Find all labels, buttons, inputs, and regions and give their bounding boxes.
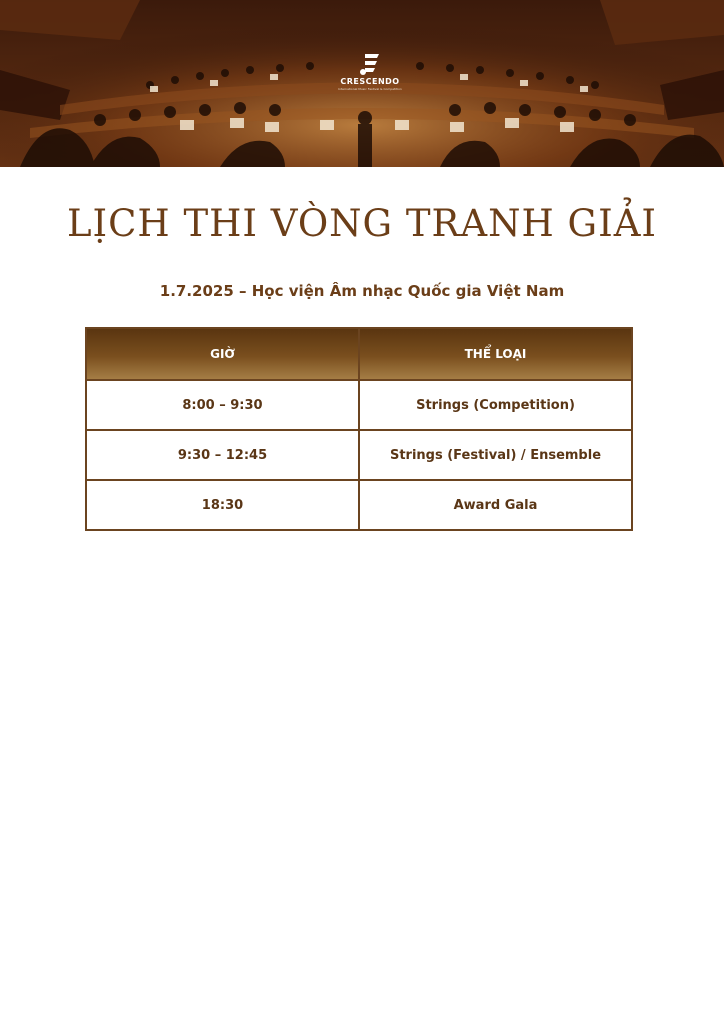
table-row — [86, 480, 632, 530]
table-row — [86, 380, 632, 430]
orchestra-banner-image — [0, 0, 724, 167]
time-cell: 8:00 – 9:30 — [86, 380, 359, 430]
table-row — [86, 430, 632, 480]
logo-tagline: International Music Festival & Competition — [338, 87, 402, 91]
category-cell: Strings (Festival) / Ensemble — [359, 430, 632, 480]
column-header-time: GIỜ — [86, 328, 359, 380]
category-cell: Award Gala — [359, 480, 632, 530]
logo-wordmark: CRESCENDO — [340, 77, 400, 86]
crescendo-logo — [330, 52, 410, 102]
page-title: LỊCH THI VÒNG TRANH GIẢI — [66, 202, 658, 245]
time-cell: 18:30 — [86, 480, 359, 530]
column-header-category: THỂ LOẠI — [359, 328, 632, 380]
date-venue-subtitle: 1.7.2025 – Học viện Âm nhạc Quốc gia Việt Nam — [159, 282, 565, 300]
table-header-row — [86, 328, 632, 380]
schedule-table — [85, 327, 633, 531]
category-cell: Strings (Competition) — [359, 380, 632, 430]
time-cell: 9:30 – 12:45 — [86, 430, 359, 480]
logo-mark-icon — [359, 52, 381, 76]
